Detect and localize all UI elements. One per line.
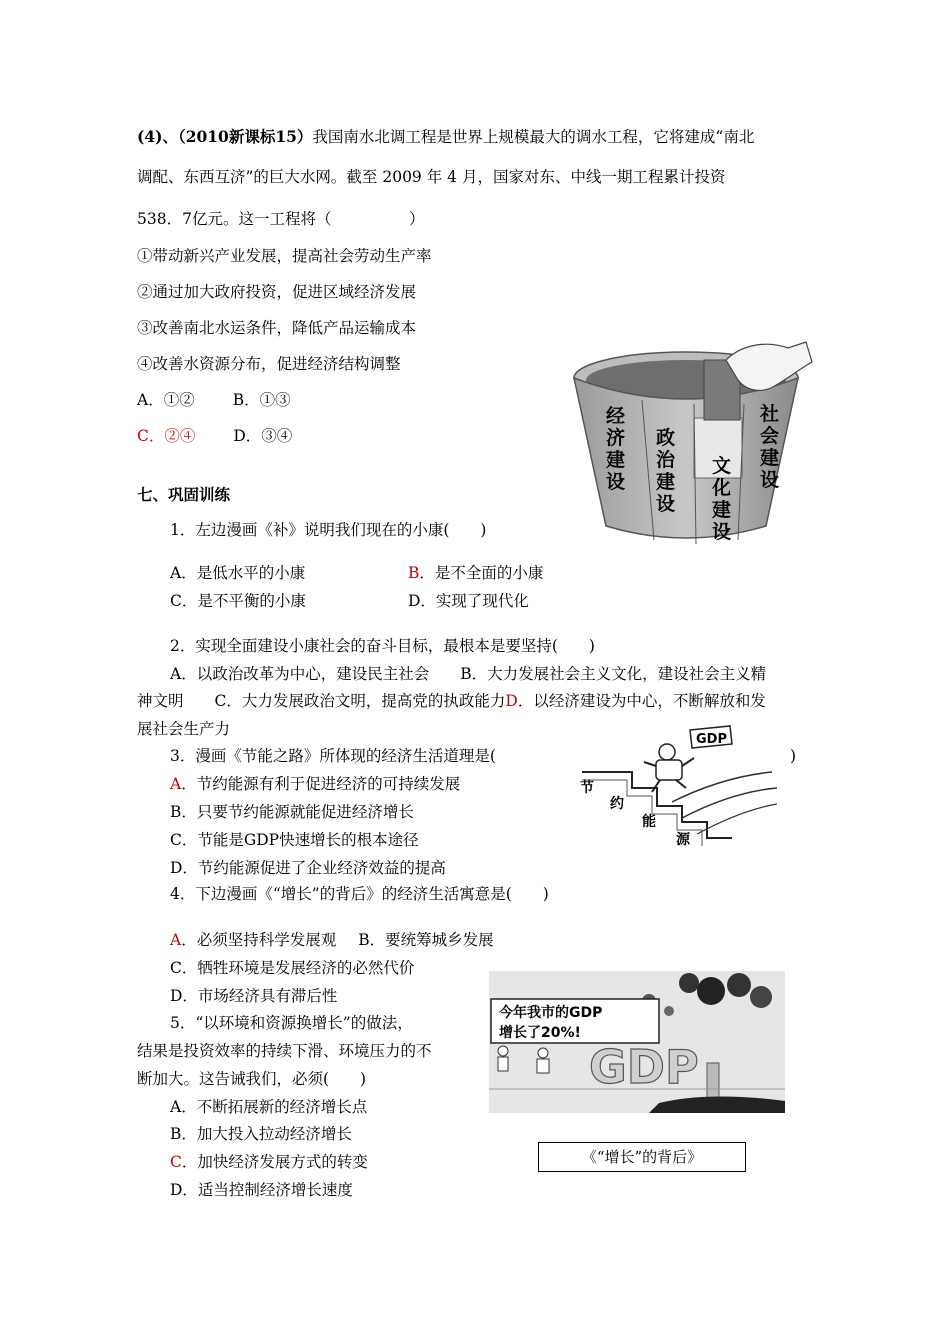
q4-choices-cd — [137, 426, 292, 446]
q4b-stem: 4．下边漫画《“增长”的背后》的经济生活寓意是( ) — [170, 885, 549, 903]
q2-line2: A．以政治改革为中心，建设民主社会 B．大力发展社会主义文化，建设社会主义精 — [170, 665, 767, 683]
q1-stem: 1．左边漫画《补》说明我们现在的小康( ) — [170, 521, 487, 539]
q5-option-c — [170, 1152, 368, 1172]
q1-option-b-text: ．是不全面的小康 — [419, 564, 544, 582]
bucket-cartoon — [566, 340, 816, 552]
q3-option-a — [170, 774, 460, 794]
q4-choices-ab — [137, 390, 291, 410]
q2-line3-post: ．以经济建设为中心，不断解放和发 — [517, 692, 766, 710]
q1-answer-letter: B — [408, 564, 420, 582]
stairs-step-3: 能 — [642, 814, 656, 830]
gdp-big-word: GDP — [589, 1040, 699, 1094]
q1-option-d: D．实现了现代化 — [408, 592, 529, 610]
stairs-gdp-badge: GDP — [696, 732, 727, 747]
q4-source-tag: (4)、（2010新课标15） — [137, 127, 313, 146]
q4b-option-b: B．要统筹城乡发展 — [358, 931, 494, 949]
q4-option-2: ②通过加大政府投资，促进区域经济发展 — [137, 283, 417, 301]
q3-stem: 3．漫画《节能之路》所体现的经济生活道理是( — [170, 747, 496, 765]
q2-line3 — [137, 691, 766, 711]
gdp-cartoon-caption: 《“增长”的背后》 — [538, 1142, 746, 1172]
q5-stem-1: 5．“以环境和资源换增长”的做法， — [170, 1014, 413, 1032]
q4-line3: 538．7亿元。这一工程将（ ） — [137, 210, 425, 228]
q4-choice-b: B．①③ — [232, 391, 291, 409]
q4b-answer-letter: A — [170, 931, 182, 949]
section-7-title: 七、巩固训练 — [137, 485, 231, 504]
q5-stem-3: 断加大。这告诫我们，必须( ) — [137, 1070, 367, 1088]
stairs-step-1: 节 — [580, 780, 594, 796]
q5-answer-letter: C — [170, 1153, 182, 1171]
q1-option-b — [408, 563, 543, 583]
q5-option-b: B．加大投入拉动经济增长 — [170, 1125, 352, 1143]
q3-option-a-text: ．节约能源有利于促进经济的可持续发展 — [181, 775, 461, 793]
q4b-option-a-text: ．必须坚持科学发展观 — [181, 931, 337, 949]
gdp-growth-cartoon — [489, 971, 785, 1113]
q4b-option-d: D．市场经济具有滞后性 — [170, 987, 338, 1005]
q4-choice-c-answer: C．②④ — [137, 427, 196, 445]
q4-option-1: ①带动新兴产业发展，提高社会劳动生产率 — [137, 247, 432, 265]
q5-option-c-text: ．加快经济发展方式的转变 — [181, 1153, 368, 1171]
q4-option-3: ③改善南北水运条件，降低产品运输成本 — [137, 319, 417, 337]
q4-line1-text: 我国南水北调工程是世界上规模最大的调水工程，它将建成“南北 — [312, 128, 755, 146]
q2-stem: 2．实现全面建设小康社会的奋斗目标，最根本是要坚持( ) — [170, 637, 595, 655]
bucket-label-culture: 文化建设 — [712, 455, 732, 543]
q3-option-c: C．节能是GDP快速增长的根本途径 — [170, 831, 419, 849]
q4-line2: 调配、东西互济”的巨大水网。截至 2009 年 4 月，国家对东、中线一期工程累计投资 — [137, 168, 726, 186]
gdp-banner-line2: 增长了20%! — [499, 1025, 581, 1041]
q5-stem-2: 结果是投资效率的持续下滑、环境压力的不 — [137, 1042, 432, 1060]
q2-line4: 展社会生产力 — [137, 720, 231, 738]
q1-option-a: A．是低水平的小康 — [170, 564, 306, 582]
q4b-options-ab — [170, 930, 494, 950]
stairs-step-2: 约 — [610, 796, 624, 812]
q4-option-4: ④改善水资源分布，促进经济结构调整 — [137, 355, 401, 373]
q3-option-d: D．节约能源促进了企业经济效益的提高 — [170, 859, 446, 877]
q4-line1 — [137, 127, 754, 147]
q2-answer-letter: D — [505, 692, 518, 710]
q3-answer-letter: A — [170, 775, 182, 793]
q1-option-c: C．是不平衡的小康 — [170, 592, 306, 610]
q3-stem-close: ) — [790, 747, 797, 765]
bucket-label-politics: 政治建设 — [656, 427, 676, 515]
stairs-cartoon — [572, 722, 782, 850]
stairs-step-4: 源 — [676, 832, 690, 848]
q2-line3-pre: 神文明 C．大力发展政治文明，提高党的执政能力 — [137, 692, 506, 710]
q5-option-d: D．适当控制经济增长速度 — [170, 1181, 353, 1199]
q5-option-a: A．不断拓展新的经济增长点 — [170, 1098, 368, 1116]
gdp-banner-line1: 今年我市的GDP — [499, 1005, 603, 1021]
q4b-option-c: C．牺牲环境是发展经济的必然代价 — [170, 959, 415, 977]
bucket-label-society: 社会建设 — [760, 403, 780, 491]
q4-choice-a: A．①② — [137, 391, 195, 409]
bucket-label-economy: 经济建设 — [606, 405, 626, 493]
q3-option-b: B．只要节约能源就能促进经济增长 — [170, 803, 414, 821]
q4-choice-d: D．③④ — [233, 427, 293, 445]
